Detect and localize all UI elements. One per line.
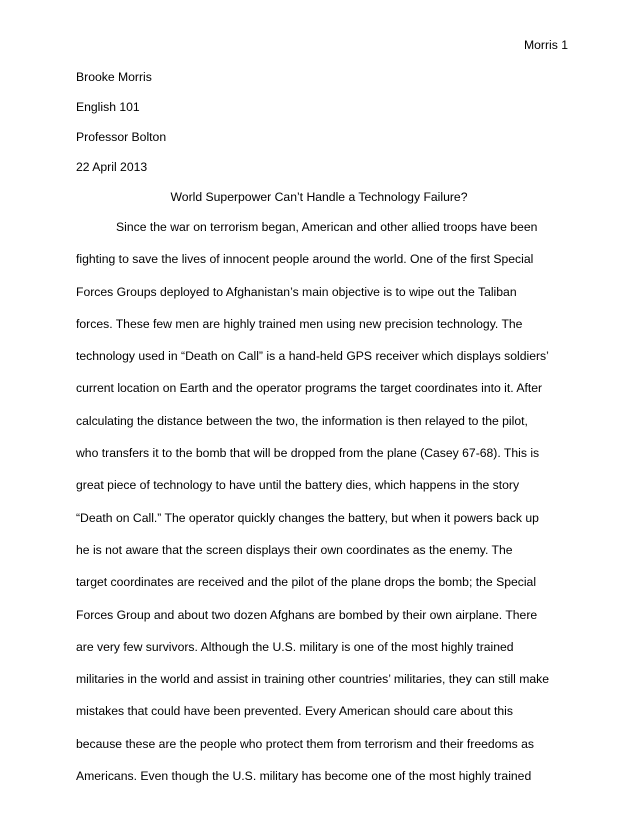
body-line: target coordinates are received and the pilot of the plane drops the bomb; the Special (76, 575, 537, 590)
student-name: Brooke Morris (76, 70, 152, 84)
body-line: “Death on Call.” The operator quickly changes the battery, but when it powers back up (76, 510, 539, 525)
body-line: who transfers it to the bomb that will be dropped from the plane (Casey 67-68). This is (76, 446, 540, 461)
body-line: are very few survivors. Although the U.S. military is one of the most highly trained (76, 639, 514, 654)
body-line: he is not aware that the screen displays their own coordinates as the enemy. The (76, 542, 513, 557)
body-line: fighting to save the lives of innocent people around the world. One of the first Special (76, 252, 534, 267)
course-name: English 101 (76, 100, 140, 114)
body-line: Since the war on terrorism began, American and other allied troops have been (116, 220, 538, 234)
body-line: Forces Group and about two dozen Afghans are bombed by their own airplane. There (76, 607, 538, 622)
body-line: militaries in the world and assist in training other countries’ militaries, they can still make (76, 672, 550, 687)
body-line: calculating the distance between the two, the information is then relayed to the pilot, (76, 413, 528, 428)
body-line: forces. These few men are highly trained men using new precision technology. The (76, 316, 523, 331)
essay-date: 22 April 2013 (76, 160, 148, 174)
body-line: current location on Earth and the operator programs the target coordinates into it. After (76, 381, 543, 396)
essay-body (76, 220, 566, 801)
body-line: because these are the people who protect them from terrorism and their freedoms as (76, 736, 534, 751)
body-line: great piece of technology to have until the battery dies, which happens in the story (76, 478, 520, 493)
body-line: Americans. Even though the U.S. military has become one of the most highly trained (76, 769, 532, 784)
body-line: Forces Groups deployed to Afghanistan’s main objective is to wipe out the Taliban (76, 284, 517, 299)
body-line: technology used in “Death on Call” is a hand-held GPS receiver which displays soldiers’ (76, 349, 549, 364)
running-head: Morris 1 (523, 38, 568, 52)
professor-name: Professor Bolton (76, 130, 167, 144)
body-line: mistakes that could have been prevented. Every American should care about this (76, 704, 513, 719)
essay-title: World Superpower Can’t Handle a Technology Failure? (170, 190, 468, 204)
